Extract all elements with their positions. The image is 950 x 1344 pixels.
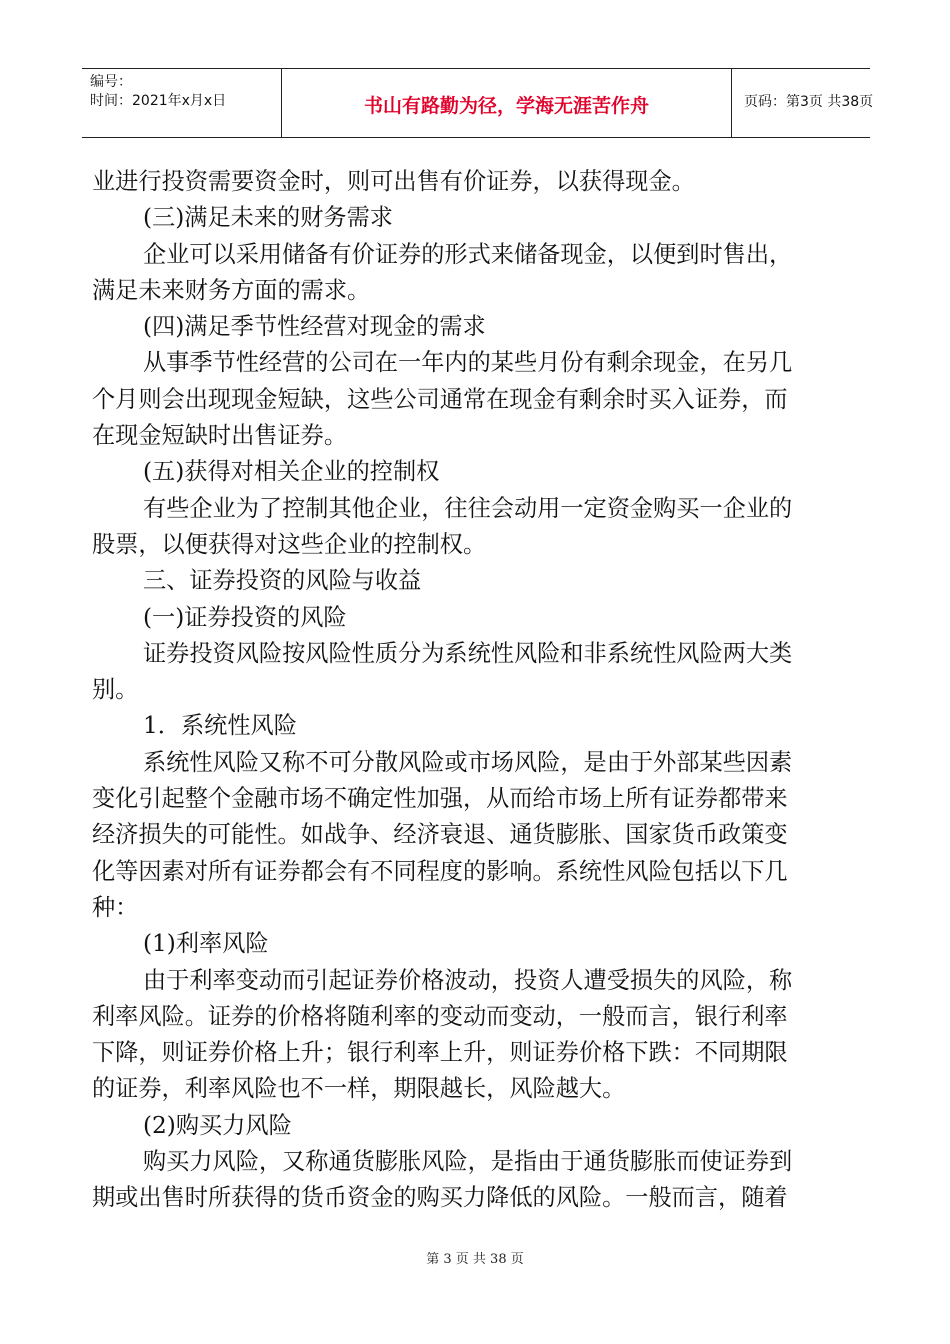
document-time-label: 时间：2021年x月x日 [90,93,227,109]
body-line: 期或出售时所获得的货币资金的购买力降低的风险。一般而言，随着 [92,1184,788,1212]
body-line: 购买力风险，又称通货膨胀风险，是指由于通货膨胀而使证券到 [143,1148,793,1176]
header-page-cell [732,69,874,137]
body-line: 由于利率变动而引起证券价格波动，投资人遭受损失的风险，称 [143,966,793,994]
body-line: 种： [92,893,139,921]
header-meta-cell [82,69,282,137]
section-heading: (四)满足季节性经营对现金的需求 [143,313,486,341]
body-line: 别。 [92,676,139,704]
header-page-label: 页码：第3页 共38页 [744,94,874,110]
body-line: 企业可以采用储备有价证券的形式来储备现金，以便到时售出， [143,240,793,268]
header-motto-cell [282,69,732,137]
body-line: 化等因素对所有证券都会有不同程度的影响。系统性风险包括以下几 [92,857,788,885]
body-line: 下降，则证券价格上升；银行利率上升，则证券价格下跌：不同期限 [92,1039,788,1067]
body-line: 证券投资风险按风险性质分为系统性风险和非系统性风险两大类 [143,639,793,667]
body-line: 利率风险。证券的价格将随利率的变动而变动，一般而言，银行利率 [92,1002,788,1030]
body-line: 从事季节性经营的公司在一年内的某些月份有剩余现金，在另几 [143,349,793,377]
header-motto: 书山有路勤为径，学海无涯苦作舟 [363,95,649,117]
body-line: 在现金短缺时出售证券。 [92,422,348,450]
body-line: 个月则会出现现金短缺，这些公司通常在现金有剩余时买入证券，而 [92,385,788,413]
body-line: 的证券，利率风险也不一样，期限越长，风险越大。 [92,1075,626,1103]
page-header [82,68,874,138]
body-line: 股票，以便获得对这些企业的控制权。 [92,530,487,558]
section-heading: (1)利率风险 [143,930,269,958]
section-heading: 1．系统性风险 [143,712,297,740]
document-body [92,164,862,1217]
body-line: 业进行投资需要资金时，则可出售有价证券，以获得现金。 [92,168,695,195]
page-footer: 第 3 页 共 38 页 [426,1252,524,1267]
body-line: 经济损失的可能性。如战争、经济衰退、通货膨胀、国家货币政策变 [92,821,788,849]
section-heading: (五)获得对相关企业的控制权 [143,458,440,486]
body-line: 满足未来财务方面的需求。 [92,276,371,304]
body-line: 有些企业为了控制其他企业，往往会动用一定资金购买一企业的 [143,494,793,522]
body-line: 系统性风险又称不可分散风险或市场风险，是由于外部某些因素 [143,748,793,776]
section-heading: (2)购买力风险 [143,1111,292,1139]
document-number-label: 编号： [90,74,132,90]
body-line: 变化引起整个金融市场不确定性加强，从而给市场上所有证券都带来 [92,785,788,813]
section-heading: (一)证券投资的风险 [143,603,347,631]
section-heading: 三、证券投资的风险与收益 [143,567,422,595]
section-heading: (三)满足未来的财务需求 [143,204,393,232]
